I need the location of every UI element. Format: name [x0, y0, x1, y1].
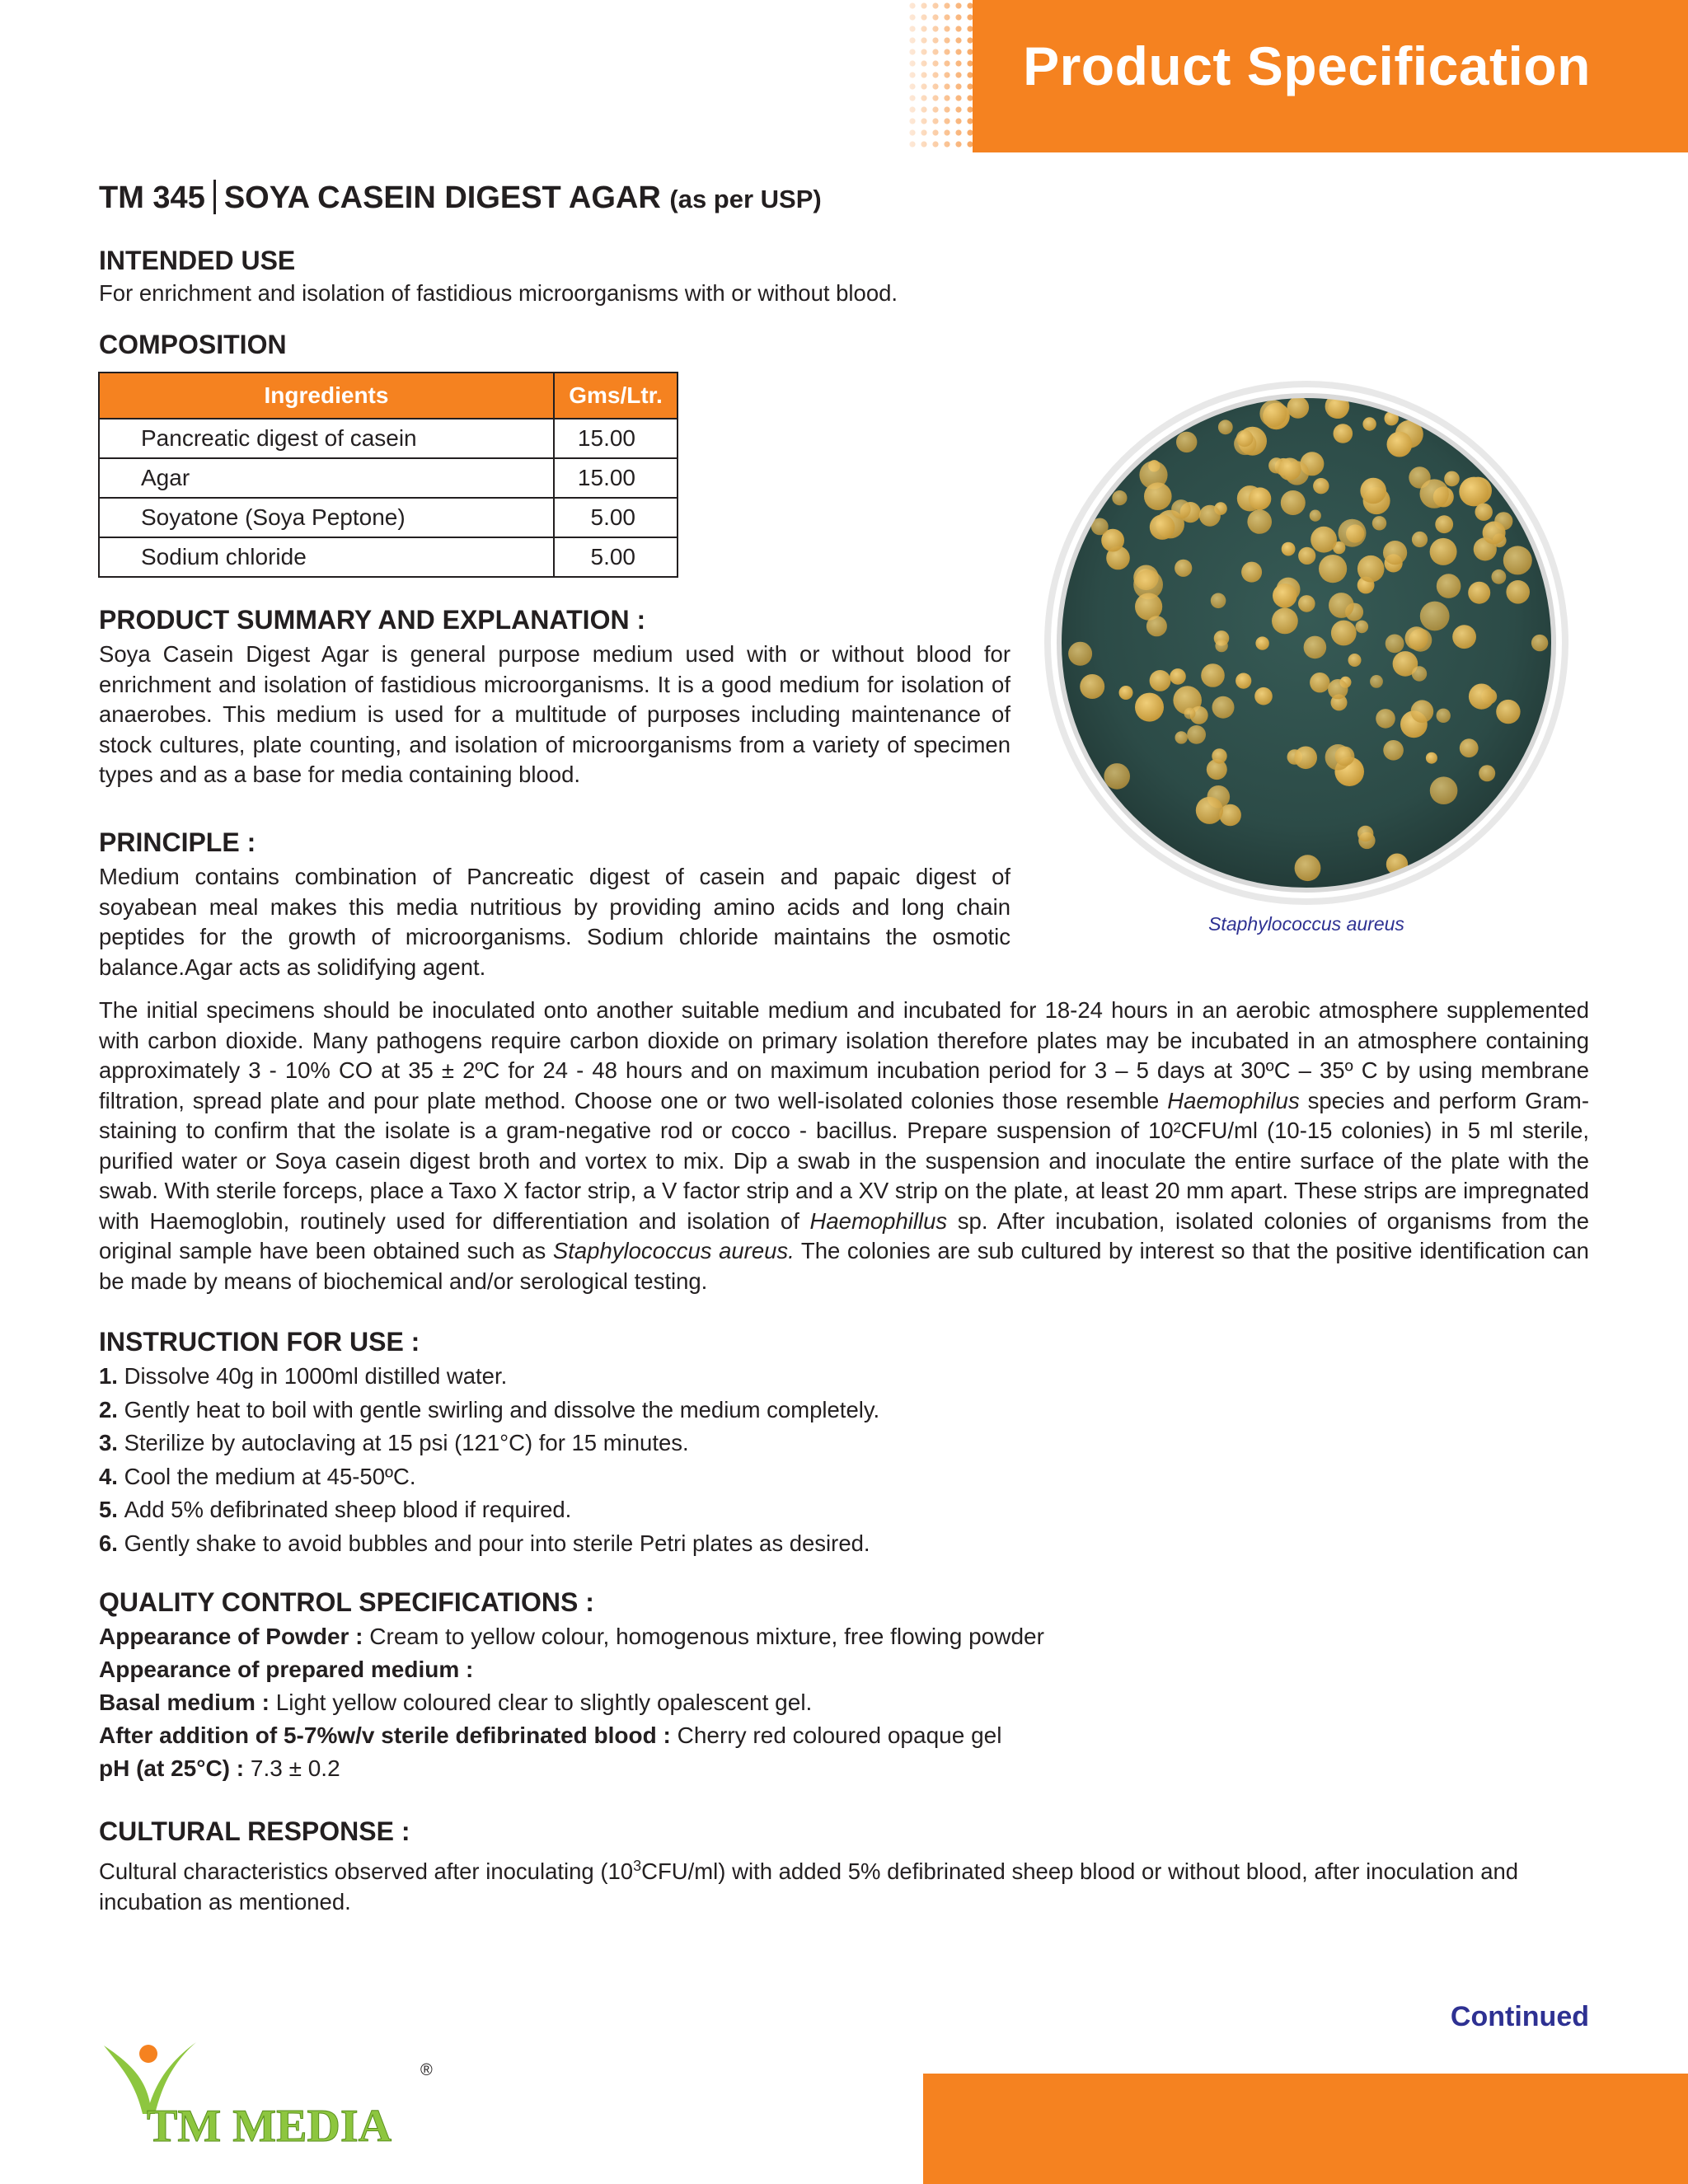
- colony: [1356, 621, 1369, 634]
- colony: [1255, 636, 1268, 649]
- colony: [1370, 675, 1383, 688]
- colony: [1304, 636, 1327, 659]
- continued-label: Continued: [1450, 2001, 1589, 2032]
- colony: [1503, 546, 1532, 574]
- step-text: Gently shake to avoid bubbles and pour into sterile Petri plates as desired.: [124, 1530, 870, 1556]
- step-number: 2: [99, 1396, 112, 1422]
- value-cell: 5.00: [554, 537, 678, 577]
- colony: [1531, 635, 1548, 651]
- colony: [1236, 430, 1254, 448]
- colony: [1334, 424, 1353, 443]
- ingredient-cell: Soyatone (Soya Peptone): [99, 498, 554, 537]
- table-row: [99, 498, 678, 537]
- colony: [1362, 417, 1376, 430]
- colony: [1176, 432, 1197, 452]
- list-item: 6. Gently shake to avoid bubbles and pour into sterile Petri plates as desired.: [99, 1530, 870, 1556]
- organism-name: Haemophillus: [809, 1207, 948, 1234]
- colony: [1313, 478, 1329, 494]
- qc-value: 7.3 ± 0.2: [244, 1755, 340, 1781]
- colony: [1211, 593, 1226, 609]
- colony: [1329, 593, 1354, 618]
- colony: [1112, 490, 1127, 505]
- colony: [1295, 855, 1321, 881]
- colony: [1201, 663, 1225, 687]
- table-row: [99, 458, 678, 498]
- colony: [1196, 797, 1223, 824]
- product-code: TM 345: [99, 180, 205, 215]
- colony: [1187, 725, 1206, 744]
- colony: [1411, 700, 1434, 723]
- colony: [1282, 542, 1296, 556]
- step-text: Gently heat to boil with gentle swirling and dissolve the medium completely.: [124, 1396, 880, 1422]
- principle-detail-text: [99, 996, 1589, 1296]
- colony: [1150, 514, 1175, 540]
- cultural-heading: CULTURAL RESPONSE :: [99, 1816, 410, 1846]
- ingredient-cell: Sodium chloride: [99, 537, 554, 577]
- colony: [1171, 499, 1191, 519]
- colony: [1310, 510, 1321, 522]
- colony: [1420, 602, 1450, 631]
- header-title: Product Specification: [1023, 35, 1591, 96]
- composition-heading: COMPOSITION: [99, 330, 287, 359]
- colony: [1460, 738, 1479, 757]
- colony: [1259, 400, 1287, 427]
- colony: [1357, 555, 1385, 583]
- colony: [1328, 679, 1348, 699]
- colony: [1372, 516, 1386, 530]
- colony: [1218, 419, 1233, 434]
- colony: [1405, 626, 1428, 649]
- colony: [1412, 666, 1427, 681]
- colony: [1348, 654, 1362, 667]
- step-number: 6: [99, 1530, 112, 1556]
- title-separator: [213, 180, 216, 214]
- qc-prepared: [99, 1657, 473, 1683]
- colony: [1278, 458, 1301, 481]
- value-cell: 5.00: [554, 498, 678, 537]
- colony: [1175, 731, 1188, 743]
- colony: [1335, 747, 1355, 766]
- colony: [1331, 621, 1357, 646]
- qc-basal: [99, 1690, 812, 1716]
- colony: [1249, 487, 1271, 509]
- colony: [1273, 583, 1297, 608]
- step-number: 5: [99, 1497, 112, 1522]
- colony: [1294, 747, 1317, 770]
- list-item: 4. Cool the medium at 45-50ºC.: [99, 1463, 416, 1489]
- composition-table: [98, 372, 678, 578]
- organism-name: Staphylococcus aureus.: [552, 1238, 795, 1263]
- qc-label: Appearance of Powder :: [99, 1624, 363, 1649]
- colony: [1430, 776, 1458, 804]
- principle-detail-part: The initial specimens should be inoculated onto another suitable medium and incubated for 18-24 hours in an aerobic atmosphere supplemented with carbon dioxide. Many pathogens require carbon dioxide on primary isolation therefore plates may be incubated in an atmosphere containing approximately 3 - 10% CO at 35 ± 2ºC for 24 - 48 hours and on maximum incubation period for 3 – 5 days at 30ºC – 35º C by using membrane filtration, spread plate and pour plate method. Choose one or two well-isolated colonies those resemble: [99, 997, 1589, 1113]
- petri-plate-photo: [1043, 379, 1570, 907]
- colony: [1135, 693, 1164, 722]
- qc-label: Appearance of prepared medium :: [99, 1657, 474, 1682]
- colony: [1241, 562, 1262, 583]
- colony: [1146, 616, 1167, 636]
- colony: [1506, 580, 1530, 604]
- step-number: 4: [99, 1463, 112, 1489]
- ingredient-cell: Agar: [99, 458, 554, 498]
- colony: [1080, 674, 1104, 699]
- principle-detail-part: sp. After incubation, isolated colonies of organisms from the original sample have been obtained such as: [99, 1207, 1589, 1263]
- colony: [1435, 515, 1453, 533]
- tm-media-logo: [97, 2036, 460, 2151]
- qc-label: After addition of 5-7%w/v sterile defibrinated blood :: [99, 1722, 671, 1748]
- colony: [1376, 709, 1395, 729]
- product-name: SOYA CASEIN DIGEST AGAR: [223, 180, 661, 215]
- value-cell: 15.00: [554, 419, 678, 458]
- colony: [1254, 687, 1273, 705]
- step-text: Cool the medium at 45-50ºC.: [124, 1463, 416, 1489]
- colony: [1430, 538, 1457, 565]
- colony: [1444, 471, 1460, 487]
- colony: [1184, 708, 1196, 719]
- colony: [1496, 700, 1520, 724]
- step-text: Add 5% defibrinated sheep blood if required.: [124, 1497, 572, 1522]
- table-header-row: [99, 373, 678, 419]
- colony: [1170, 668, 1186, 685]
- cultural-text: [99, 1851, 1533, 1917]
- colony: [1104, 763, 1130, 790]
- colony: [1119, 686, 1133, 700]
- colony: [1357, 826, 1373, 841]
- cultural-text-part: CFU/ml) with added 5% defibrinated sheep blood or without blood, after inoculation and incubation as mentioned.: [99, 1858, 1519, 1915]
- document-title: [99, 180, 822, 216]
- colony: [1469, 684, 1494, 710]
- registered-mark: ®: [420, 2061, 433, 2079]
- colony: [1175, 560, 1192, 577]
- colony: [1360, 478, 1386, 504]
- qc-ph: [99, 1755, 340, 1782]
- footer-bar: [923, 2074, 1688, 2184]
- list-item: 1. Dissolve 40g in 1000ml distilled water.: [99, 1363, 508, 1389]
- colony: [1199, 505, 1221, 527]
- list-item: 3. Sterilize by autoclaving at 15 psi (121°C) for 15 minutes.: [99, 1430, 689, 1455]
- colony: [1437, 574, 1461, 598]
- qc-label: pH (at 25°C) :: [99, 1755, 245, 1781]
- colony: [1452, 625, 1476, 649]
- qc-value: Cream to yellow colour, homogenous mixture, free flowing powder: [363, 1624, 1044, 1649]
- colony: [1144, 482, 1172, 510]
- qc-powder: [99, 1624, 1044, 1650]
- colony: [1420, 479, 1449, 508]
- qc-value: Cherry red coloured opaque gel: [670, 1722, 1002, 1748]
- colony: [1298, 595, 1315, 612]
- column-header-gms-per-ltr: Gms/Ltr.: [554, 373, 678, 419]
- qc-blood: [99, 1722, 1001, 1749]
- instruction-list: [99, 1360, 879, 1560]
- colony: [1479, 765, 1495, 781]
- principle-text: Medium contains combination of Pancreatic digest of casein and papaic digest of soyabean meal makes this media nutritious by providing amino acids and long chain peptides for the growth of microorganisms. Sodium chloride maintains the osmotic balance.Agar acts as solidifying agent.: [99, 864, 1010, 980]
- colony: [1311, 527, 1337, 553]
- qc-label: Basal medium :: [99, 1690, 270, 1715]
- organism-name: Haemophilus: [1167, 1087, 1300, 1113]
- colony: [1281, 490, 1306, 515]
- exponent: 3: [633, 1858, 642, 1874]
- step-number: 3: [99, 1430, 112, 1455]
- colony: [1310, 673, 1329, 692]
- colony: [1068, 642, 1092, 666]
- colony: [1386, 635, 1404, 654]
- intended-use-heading: INTENDED USE: [99, 246, 296, 275]
- colony: [1287, 396, 1310, 419]
- colony: [1383, 740, 1404, 761]
- colony: [1483, 522, 1506, 545]
- logo-wordmark: TM MEDIA: [147, 2101, 392, 2151]
- qc-value: Light yellow coloured clear to slightly opalescent gel.: [269, 1690, 813, 1715]
- table-row: [99, 419, 678, 458]
- intended-use-text: For enrichment and isolation of fastidious microorganisms with or without blood.: [99, 280, 898, 306]
- ingredient-cell: Pancreatic digest of casein: [99, 419, 554, 458]
- step-text: Sterilize by autoclaving at 15 psi (121°C) for 15 minutes.: [124, 1430, 689, 1455]
- principle-detail-part: species and perform Gram-staining to confirm that the isolate is a gram-negative rod or cocco - bacillus. Prepare suspension of 10²CFU/ml (10-15 colonies) in 5 ml sterile, purified water or Soya casein digest broth and vortex to mix. Dip a swab in the suspension and inoculate the entire surface of the plate with the swab. With sterile forceps, place a Taxo X factor strip, a V factor strip and a XV strip on the plate, at least 20 mm apart. These strips are impregnated with Haemoglobin, routinely used for differentiation and isolation of: [99, 1087, 1589, 1234]
- table-row: [99, 537, 678, 577]
- colony: [1212, 696, 1235, 719]
- colony: [1475, 504, 1493, 521]
- colony: [1319, 555, 1347, 583]
- colony: [1150, 670, 1171, 691]
- step-text: Dissolve 40g in 1000ml distilled water.: [124, 1363, 508, 1389]
- colony: [1468, 582, 1490, 604]
- summary-text: Soya Casein Digest Agar is general purpose medium used with or without blood for enrichment and isolation of fastidious microorganisms. It is a good medium for isolation of anaerobes. This medium is used for a multitude of purposes including maintenance of stock cultures, plate counting, and isolation of microorganisms from a variety of specimen types and as a base for media containing blood.: [99, 641, 1010, 787]
- step-number: 1: [99, 1363, 112, 1389]
- list-item: 5. Add 5% defibrinated sheep blood if required.: [99, 1497, 572, 1522]
- instructions-heading: INSTRUCTION FOR USE :: [99, 1327, 420, 1357]
- colony: [1459, 477, 1489, 507]
- colony: [1426, 752, 1437, 764]
- colony: [1212, 748, 1226, 763]
- colony: [1492, 569, 1507, 584]
- column-header-ingredients: Ingredients: [99, 373, 554, 419]
- principle-detail-part: The colonies are sub cultured by interest so that the positive identification can be made by means of biochemical and/or serological testing.: [99, 1238, 1589, 1294]
- colony: [1272, 608, 1298, 635]
- cultural-text-part: Cultural characteristics observed after inoculating (10: [99, 1858, 634, 1885]
- colony: [1236, 673, 1251, 689]
- logo-figure-head: [139, 2045, 157, 2063]
- product-qualifier: (as per USP): [669, 185, 822, 213]
- colony: [1383, 541, 1407, 565]
- colony: [1412, 532, 1428, 547]
- colony: [1215, 640, 1227, 652]
- qc-heading: QUALITY CONTROL SPECIFICATIONS :: [99, 1587, 594, 1617]
- colony: [1387, 432, 1413, 457]
- principle-heading: PRINCIPLE :: [99, 827, 256, 857]
- colony: [1437, 709, 1451, 723]
- photo-caption: Staphylococcus aureus: [1208, 913, 1404, 935]
- colony: [1298, 547, 1315, 565]
- summary-heading: PRODUCT SUMMARY AND EXPLANATION :: [99, 605, 646, 635]
- colony: [1247, 509, 1272, 534]
- list-item: 2. Gently heat to boil with gentle swirling and dissolve the medium completely.: [99, 1396, 880, 1422]
- value-cell: 15.00: [554, 458, 678, 498]
